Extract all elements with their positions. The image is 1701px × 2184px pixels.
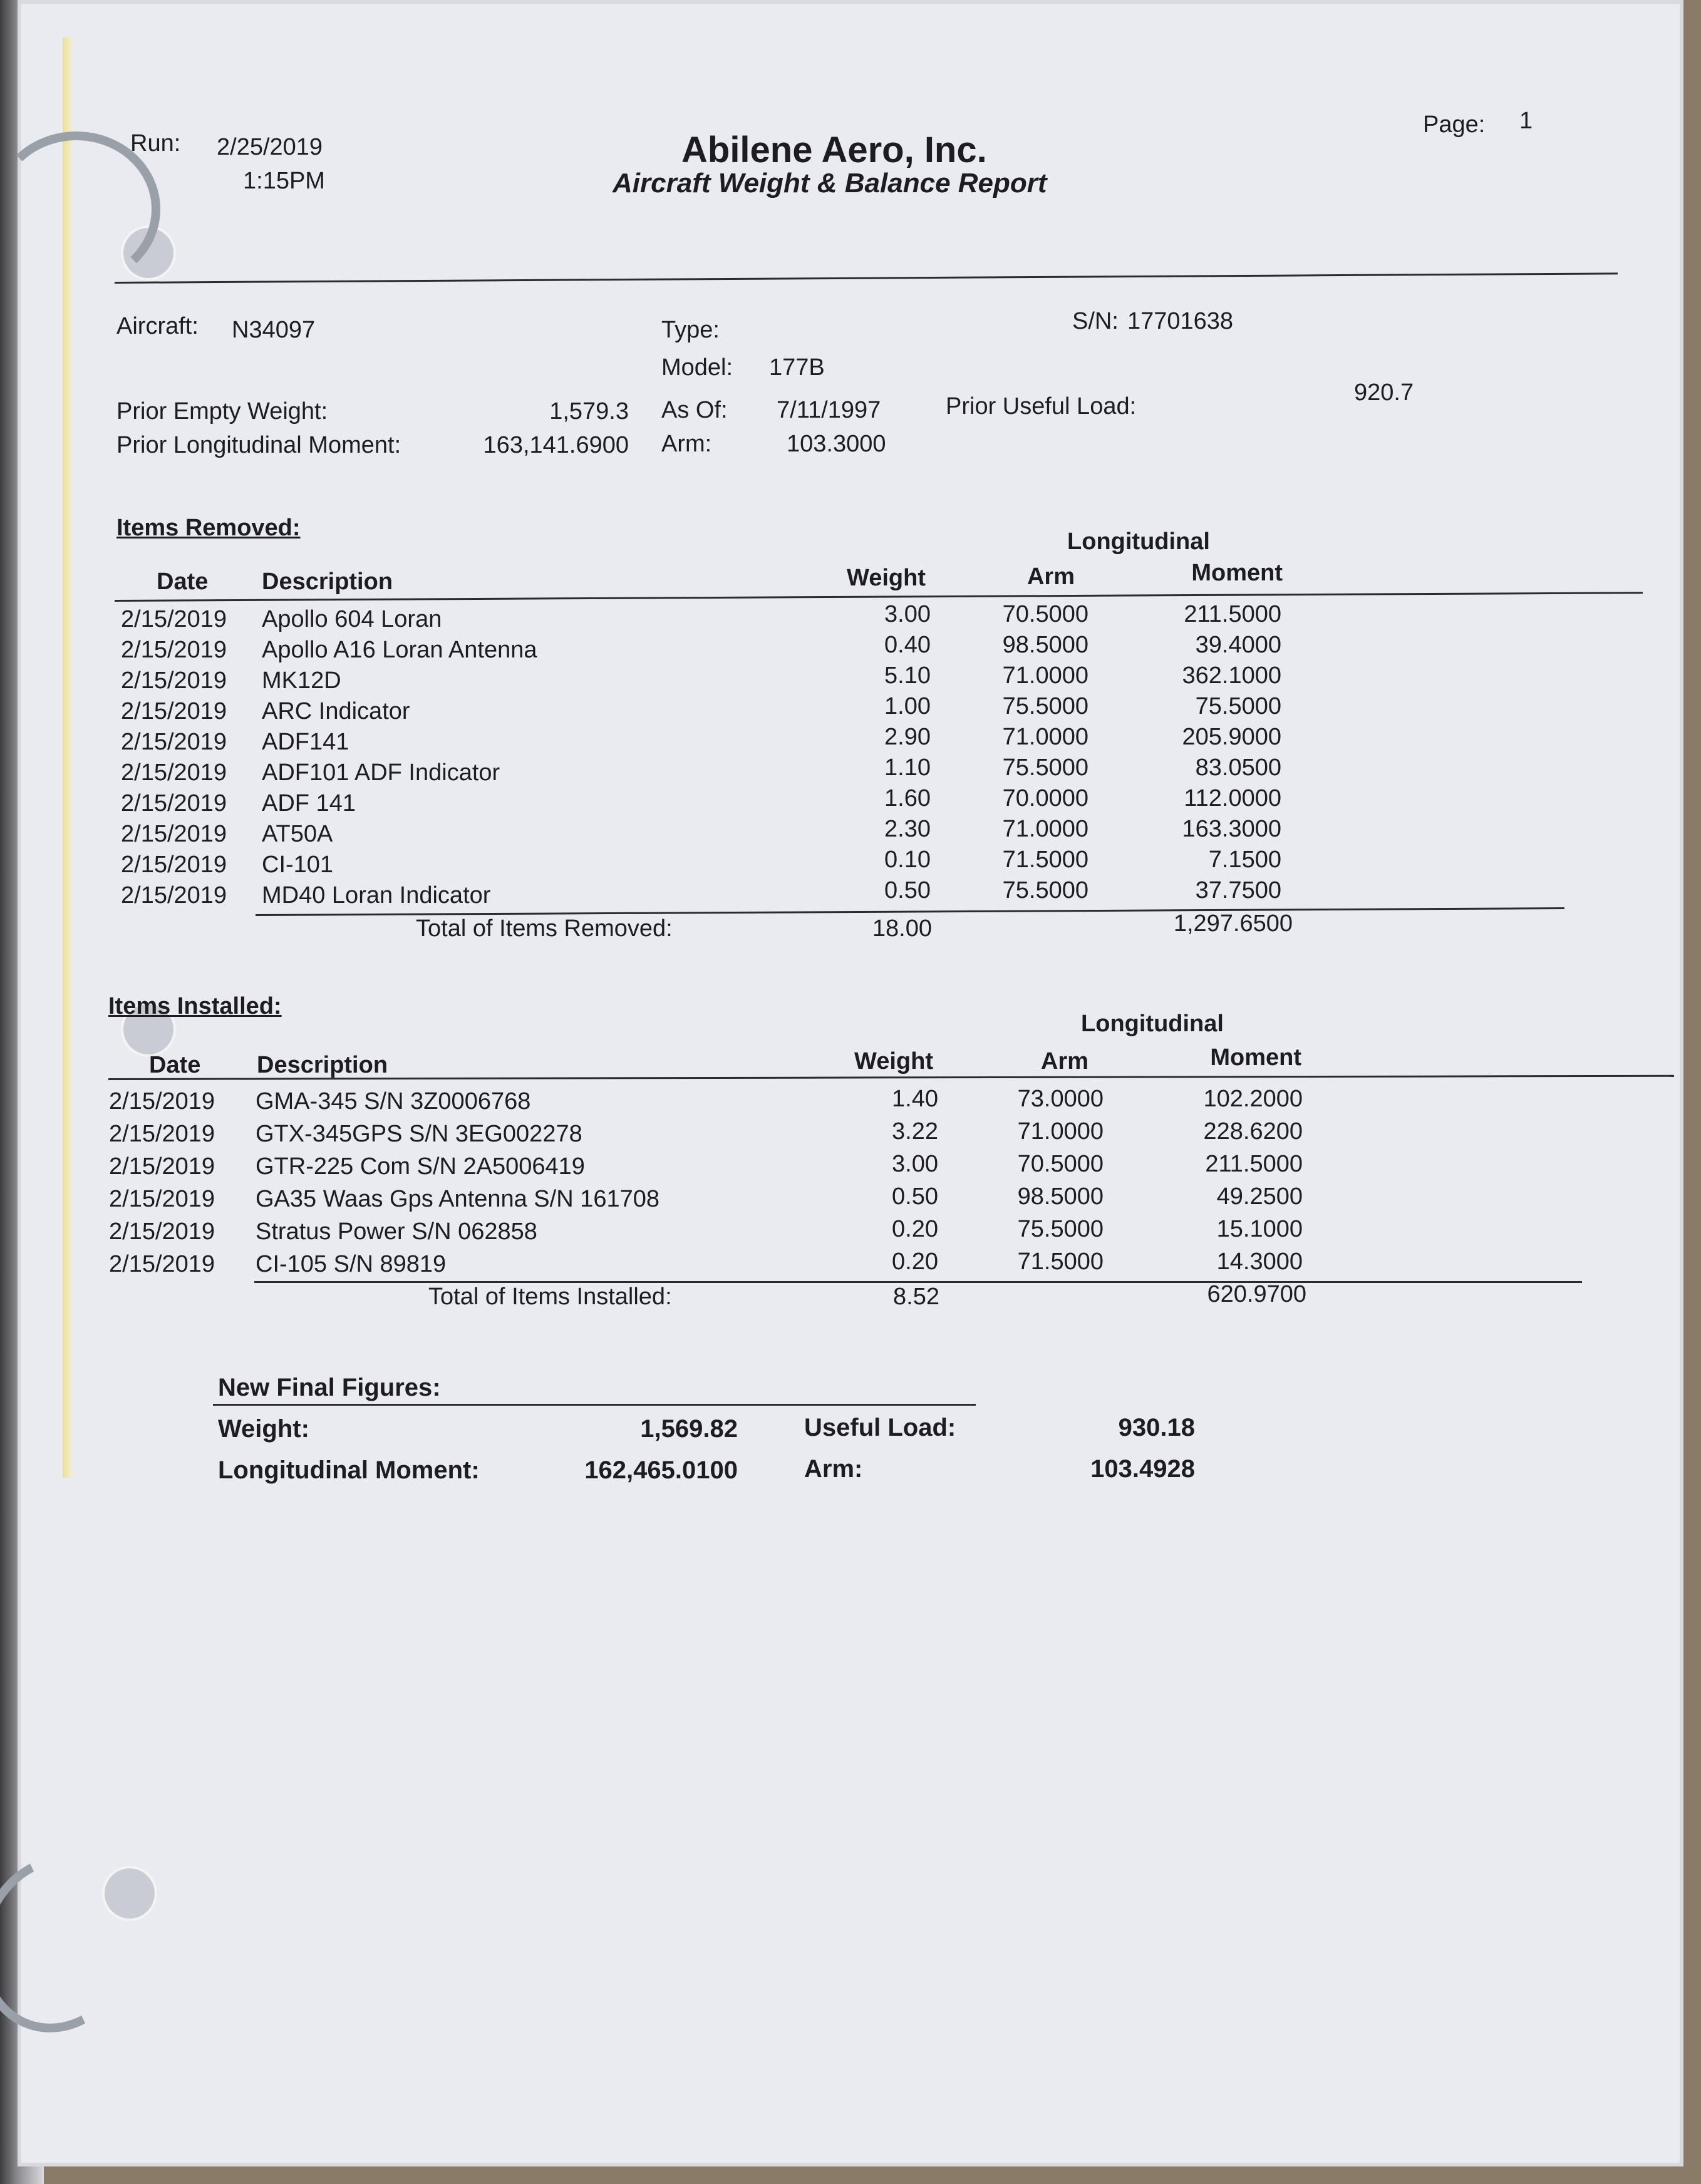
removed-row-description: Apollo 604 Loran	[262, 606, 442, 632]
installed-row-arm: 71.5000	[1017, 1249, 1104, 1275]
removed-row-date: 2/15/2019	[121, 790, 227, 816]
removed-row-description: MD40 Loran Indicator	[262, 882, 491, 909]
installed-row-description: GTX-345GPS S/N 3EG002278	[256, 1121, 582, 1147]
installed-row-date: 2/15/2019	[109, 1153, 215, 1180]
installed-row-description: GMA-345 S/N 3Z0006768	[256, 1088, 531, 1115]
removed-row-moment: 112.0000	[1184, 785, 1281, 811]
final-useful-load-label: Useful Load:	[804, 1414, 956, 1441]
removed-row-arm: 75.5000	[1002, 877, 1088, 904]
installed-row-description: CI-105 S/N 89819	[256, 1251, 447, 1277]
installed-col-date: Date	[149, 1052, 201, 1078]
page-label: Page:	[1423, 111, 1486, 138]
removed-section-title: Items Removed:	[116, 515, 301, 541]
removed-row-weight: 1.60	[884, 785, 931, 811]
removed-row-description: AT50A	[262, 821, 333, 847]
installed-row-moment: 211.5000	[1205, 1151, 1303, 1177]
removed-row-weight: 3.00	[884, 601, 931, 627]
prior-empty-weight-value: 1,579.3	[549, 398, 629, 425]
removed-row-date: 2/15/2019	[121, 852, 227, 878]
removed-row-moment: 205.9000	[1182, 724, 1281, 750]
removed-row-moment: 37.7500	[1195, 877, 1281, 904]
sn-value: 17701638	[1127, 308, 1234, 334]
final-arm-value: 103.4928	[1090, 1455, 1195, 1483]
model-label: Model:	[661, 354, 733, 381]
arm-label: Arm:	[661, 431, 712, 457]
prior-moment-value: 163,141.6900	[483, 432, 629, 458]
model-value: 177B	[769, 354, 825, 381]
installed-row-description: GA35 Waas Gps Antenna S/N 161708	[256, 1186, 659, 1212]
removed-row-arm: 71.0000	[1002, 724, 1088, 750]
report-page	[18, 0, 1683, 2166]
aircraft-value: N34097	[232, 317, 316, 343]
binder-ring-bottom	[0, 1832, 162, 2054]
installed-row-weight: 0.50	[892, 1183, 938, 1210]
run-date: 2/25/2019	[217, 134, 323, 160]
installed-row-arm: 71.0000	[1017, 1118, 1104, 1145]
arm-value: 103.3000	[787, 431, 886, 457]
removed-col-arm: Arm	[1026, 564, 1075, 590]
installed-row-weight: 3.22	[892, 1118, 938, 1145]
installed-row-date: 2/15/2019	[109, 1088, 215, 1115]
prior-useful-load-value: 920.7	[1354, 379, 1414, 406]
removed-row-date: 2/15/2019	[121, 667, 227, 694]
installed-col-arm: Arm	[1040, 1048, 1089, 1074]
removed-col-weight: Weight	[847, 565, 926, 591]
final-rule	[213, 1404, 976, 1406]
final-weight-label: Weight:	[218, 1415, 309, 1443]
installed-row-weight: 1.40	[892, 1086, 938, 1112]
removed-row-description: ADF 141	[262, 790, 356, 816]
removed-row-weight: 2.30	[884, 816, 931, 842]
installed-longitudinal-header: Longitudinal	[1081, 1011, 1224, 1037]
installed-col-weight: Weight	[854, 1048, 933, 1074]
installed-row-weight: 3.00	[892, 1151, 938, 1177]
installed-row-date: 2/15/2019	[109, 1121, 215, 1147]
removed-row-weight: 1.00	[884, 693, 931, 719]
removed-row-moment: 362.1000	[1182, 662, 1281, 689]
prior-useful-load-label: Prior Useful Load:	[946, 393, 1137, 420]
removed-row-arm: 71.0000	[1002, 662, 1088, 689]
removed-row-moment: 211.5000	[1184, 601, 1281, 627]
removed-row-moment: 83.0500	[1195, 755, 1281, 781]
installed-total-label: Total of Items Installed:	[428, 1284, 672, 1310]
run-time: 1:15PM	[243, 168, 325, 194]
removed-total-weight: 18.00	[872, 915, 932, 942]
removed-row-description: CI-101	[262, 852, 334, 878]
aircraft-label: Aircraft:	[116, 313, 199, 339]
installed-row-moment: 102.2000	[1203, 1086, 1303, 1112]
installed-col-moment: Moment	[1210, 1044, 1301, 1071]
removed-col-description: Description	[262, 569, 393, 595]
installed-section-title: Items Installed:	[108, 993, 282, 1019]
installed-row-description: GTR-225 Com S/N 2A5006419	[256, 1153, 585, 1180]
removed-row-weight: 2.90	[884, 724, 931, 750]
installed-total-rule	[254, 1281, 1582, 1283]
removed-row-date: 2/15/2019	[121, 698, 227, 724]
removed-row-description: MK12D	[262, 667, 341, 694]
prior-moment-label: Prior Longitudinal Moment:	[116, 432, 401, 458]
installed-row-date: 2/15/2019	[109, 1186, 215, 1212]
removed-row-arm: 98.5000	[1002, 632, 1088, 658]
removed-row-arm: 71.5000	[1002, 847, 1088, 873]
installed-col-description: Description	[257, 1052, 388, 1078]
removed-row-weight: 1.10	[884, 755, 931, 781]
installed-row-arm: 70.5000	[1017, 1151, 1104, 1177]
removed-row-description: ADF141	[262, 729, 349, 755]
removed-row-moment: 7.1500	[1208, 847, 1281, 873]
removed-row-arm: 70.0000	[1002, 785, 1088, 811]
removed-row-date: 2/15/2019	[121, 606, 227, 632]
installed-total-moment: 620.9700	[1207, 1281, 1306, 1307]
removed-total-moment: 1,297.6500	[1173, 910, 1293, 937]
removed-row-weight: 5.10	[884, 662, 931, 689]
installed-row-weight: 0.20	[892, 1216, 938, 1242]
removed-row-weight: 0.50	[884, 877, 931, 904]
prior-empty-weight-label: Prior Empty Weight:	[116, 398, 328, 425]
removed-row-weight: 0.40	[884, 632, 931, 658]
installed-row-description: Stratus Power S/N 062858	[256, 1218, 537, 1245]
installed-row-moment: 49.2500	[1216, 1183, 1303, 1210]
as-of-label: As Of:	[661, 397, 728, 423]
removed-row-description: ARC Indicator	[262, 698, 410, 724]
header-rule	[115, 272, 1618, 284]
removed-row-weight: 0.10	[884, 847, 931, 873]
removed-row-description: Apollo A16 Loran Antenna	[262, 637, 537, 663]
report-title: Aircraft Weight & Balance Report	[613, 168, 1047, 198]
run-label: Run:	[130, 130, 181, 157]
installed-row-moment: 14.3000	[1216, 1249, 1303, 1275]
removed-row-arm: 71.0000	[1002, 816, 1088, 842]
removed-row-date: 2/15/2019	[121, 760, 227, 786]
removed-row-date: 2/15/2019	[121, 821, 227, 847]
sn-label: S/N:	[1072, 308, 1119, 334]
removed-col-moment: Moment	[1191, 560, 1283, 586]
as-of-value: 7/11/1997	[777, 397, 881, 423]
removed-row-date: 2/15/2019	[121, 882, 227, 909]
removed-row-arm: 75.5000	[1002, 693, 1088, 719]
final-moment-label: Longitudinal Moment:	[218, 1456, 480, 1484]
company-name: Abilene Aero, Inc.	[681, 130, 987, 170]
page-number: 1	[1519, 108, 1533, 134]
final-arm-label: Arm:	[804, 1455, 863, 1483]
installed-row-arm: 73.0000	[1017, 1086, 1104, 1112]
installed-row-arm: 98.5000	[1017, 1183, 1104, 1210]
installed-row-moment: 15.1000	[1216, 1216, 1303, 1242]
removed-row-moment: 163.3000	[1182, 816, 1281, 842]
final-moment-value: 162,465.0100	[584, 1456, 738, 1484]
removed-row-moment: 39.4000	[1195, 632, 1281, 658]
installed-row-arm: 75.5000	[1017, 1216, 1104, 1242]
removed-row-moment: 75.5000	[1195, 693, 1281, 719]
removed-row-date: 2/15/2019	[121, 729, 227, 755]
type-label: Type:	[661, 317, 720, 343]
installed-row-moment: 228.6200	[1203, 1118, 1303, 1145]
removed-row-arm: 70.5000	[1002, 601, 1088, 627]
removed-row-description: ADF101 ADF Indicator	[262, 760, 500, 786]
installed-row-weight: 0.20	[892, 1249, 938, 1275]
installed-row-date: 2/15/2019	[109, 1251, 215, 1277]
removed-total-label: Total of Items Removed:	[416, 915, 673, 942]
removed-longitudinal-header: Longitudinal	[1067, 528, 1210, 555]
final-useful-load-value: 930.18	[1118, 1414, 1195, 1441]
removed-row-date: 2/15/2019	[121, 637, 227, 663]
final-section-title: New Final Figures:	[218, 1374, 441, 1401]
removed-row-arm: 75.5000	[1002, 755, 1088, 781]
final-weight-value: 1,569.82	[640, 1415, 738, 1443]
removed-col-date: Date	[157, 569, 209, 595]
installed-row-date: 2/15/2019	[109, 1218, 215, 1245]
installed-total-weight: 8.52	[893, 1284, 939, 1310]
